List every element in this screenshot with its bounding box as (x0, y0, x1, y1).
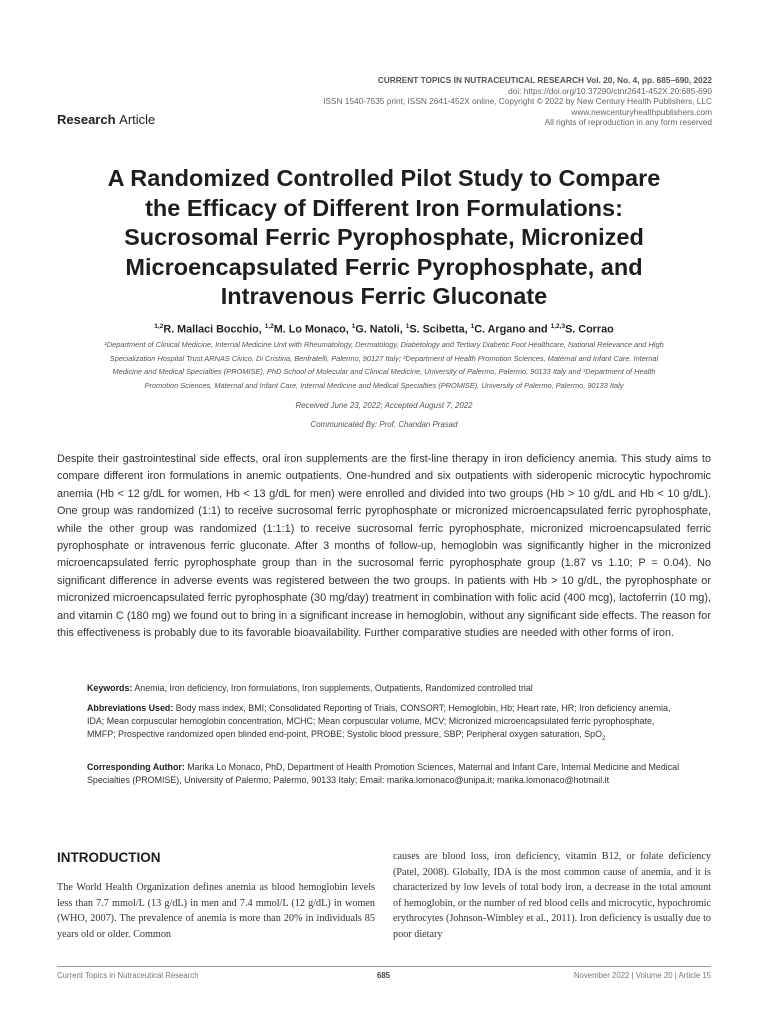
paper-title (40, 164, 728, 312)
author: C. Argano and (474, 323, 551, 336)
author-affil-sup: 1 (405, 323, 410, 330)
title-line: Sucrosomal Ferric Pyrophosphate, Micronized (124, 224, 644, 250)
journal-line: CURRENT TOPICS IN NUTRACEUTICAL RESEARCH Vol. 20, No. 4, pp. 685–690, 2022 (377, 75, 712, 85)
author: S. Scibetta, (409, 323, 471, 336)
title-line: Intravenous Ferric Gluconate (220, 283, 548, 309)
title-line: Microencapsulated Ferric Pyrophosphate, and (125, 253, 643, 280)
intro-right-column: causes are blood loss, iron deficiency, vitamin B12, or folate deficiency (Patel, 2008). Globally, IDA is the most common cause of anemia, and it is characterized by low levels of total body iron, a decrease in the total amount of hemoglobin, or the number of red blood cells and microcytic, hypochromic erythrocytes (Johnson-Wimbley et al., 2011). Iron deficiency is usually due to poor dietary (393, 851, 711, 940)
affiliation-line: ¹Department of Clinical Medicine, Internal Medicine Unit with Rheumatology, Dermatology, Diabetology and Tertiary Diabetic Foot Healthcare, National Relevance and High (104, 340, 664, 349)
author: S. Corrao (565, 323, 614, 336)
affiliation-line: Medicine and Medical Specialties (PROMISE), PhD School of Molecular and Clinical Medicine, University of Palermo, Palermo, 90133 Italy and ³Department of Health (112, 367, 656, 377)
author-affil-sup: 1,2 (264, 323, 274, 330)
abbreviations-label: Abbreviations Used: (87, 703, 174, 713)
article-type-light: Article (119, 112, 156, 127)
author-affil-sup: 1 (351, 323, 356, 330)
author-list (40, 323, 728, 336)
doi-link[interactable]: doi: https://doi.org/10.37290/ctnr2641-452X.20:685-690 (508, 85, 712, 96)
corresponding-label: Corresponding Author: (87, 762, 185, 772)
author-affil-sup: 1,2,3 (550, 323, 566, 330)
affiliations (58, 338, 710, 393)
affiliation-line: Specialization Hospital Trust ARNAS Civico, Di Cristina, Benfratelli, Palermo, 90127 Italy; ²Department of Health Promotion Sciences, Maternal and Infant Care, Internal (109, 353, 659, 363)
introduction-heading: INTRODUCTION (57, 850, 161, 865)
issn-line: ISSN 1540-7535 print, ISSN 2641-452X online, Copyright © 2022 by New Century Health Publishers, LLC (323, 96, 712, 107)
title-line: A Randomized Controlled Pilot Study to Compare (107, 165, 661, 191)
corresponding-author-block (87, 761, 683, 787)
keywords-block (87, 682, 683, 695)
keywords-text: Anemia, Iron deficiency, Iron formulations, Iron supplements, Outpatients, Randomized controlled trial (134, 683, 533, 693)
author: R. Mallaci Bocchio, (163, 323, 265, 336)
abbreviations-sub: 2 (602, 735, 606, 742)
abbreviations-text: Body mass index, BMI; Consolidated Reporting of Trials, CONSORT; Hemoglobin, Hb; Heart rate, HR; Iron deficiency anemia, IDA; Mean corpuscular hemoglobin concentration, MCHC; Mean corpuscular volume, MCV; Micronized microencapsulated ferric pyrophosphate, MMFP; Prospective randomized open blinded end-point, PROBE; Systolic blood pressure, SBP; Peripheral oxygen saturation, SpO (87, 703, 671, 739)
author: M. Lo Monaco, (273, 323, 352, 336)
author-affil-sup: 1 (470, 323, 475, 330)
corresponding-text: Marika Lo Monaco, PhD, Department of Health Promotion Sciences, Maternal and Infant Care, Internal Medicine and Medical Specialties (PROMISE), University of Palermo, Palermo, 90133 Italy; Email: marika.lomonaco@unipa.it; marika.lomonaco@hotmail.it (87, 762, 680, 785)
keywords-label: Keywords: (87, 683, 133, 693)
website-link[interactable]: www.newcenturyhealthpublishers.com (571, 106, 712, 117)
affiliation-line: Promotion Sciences, Maternal and Infant Care, Internal Medicine and Medical Specialties (PROMISE), University of Palermo, Palermo, 90133 Italy (144, 381, 624, 391)
article-type-bold: Research (57, 112, 116, 127)
footer-issue: November 2022 | Volume 20 | Article 15 (573, 971, 711, 980)
author-affil-sup: 1,2 (154, 323, 164, 330)
journal-header (252, 75, 712, 128)
intro-left-column: The World Health Organization defines anemia as blood hemoglobin levels less than 7.7 mmol/L (13 g/dL) in men and 7.4 mmol/L (12 g/dL) in women (WHO, 2007). The prevalence of anemia is more than 20% in individuals 85 years old or older. Common (57, 882, 375, 940)
author: G. Natoli, (355, 323, 406, 336)
footer-journal: Current Topics in Nutraceutical Research (57, 971, 199, 980)
abstract: Despite their gastrointestinal side effects, oral iron supplements are the first-line therapy in iron deficiency anemia. This study aims to compare different iron formulations in anemic outpatients. One-hundred and six outpatients with sideropenic microcytic hypochromic anemia (Hb < 12 g/dL for women, Hb < 13 g/dL for men) were enrolled and divided into two groups (Hb > 10 g/dL and Hb < 10 g/dL). One group was randomized (1:1) to receive sucrosomal ferric pyrophosphate or micronized microencapsulated ferric pyrophosphate, while the other group was randomized (1:1:1) to receive sucrosomal ferric pyrophosphate, micronized microencapsulated ferric pyrophosphate or intravenous ferric gluconate. After 3 months of follow-up, hemoglobin was significantly higher in the micronized microencapsulated ferric pyrophosphate group than in the sucrosomal ferric pyrophosphate group (1.87 vs 1.10; P = 0.04). No significant difference in adverse events was registered between the two groups. In patients with Hb > 10 g/dL, the pyrophosphate or micronized microencapsulated ferric pyrophosphate (30 mg/day) treatment in combination with folic acid (400 mcg), lactoferrin (10 mg), and vitamin C (180 mg) we found out to bring in a significant increase in hemoglobin, without any significant side effects. The reason for this effectiveness is probably due to its favorable bioavailability. Further comparative studies are needed with other forms of iron. (57, 453, 711, 640)
rights-line: All rights of reproduction in any form reserved (544, 117, 712, 128)
received-dates: Received June 23, 2022; Accepted August 7, 2022 (295, 401, 473, 410)
communicated-by: Communicated By: Prof. Chandan Prasad (310, 420, 458, 429)
footer-divider (57, 966, 711, 967)
title-line: the Efficacy of Different Iron Formulations: (145, 194, 623, 221)
abbreviations-block (87, 702, 683, 746)
page-number: 685 (377, 971, 391, 980)
article-type-label (57, 112, 155, 127)
